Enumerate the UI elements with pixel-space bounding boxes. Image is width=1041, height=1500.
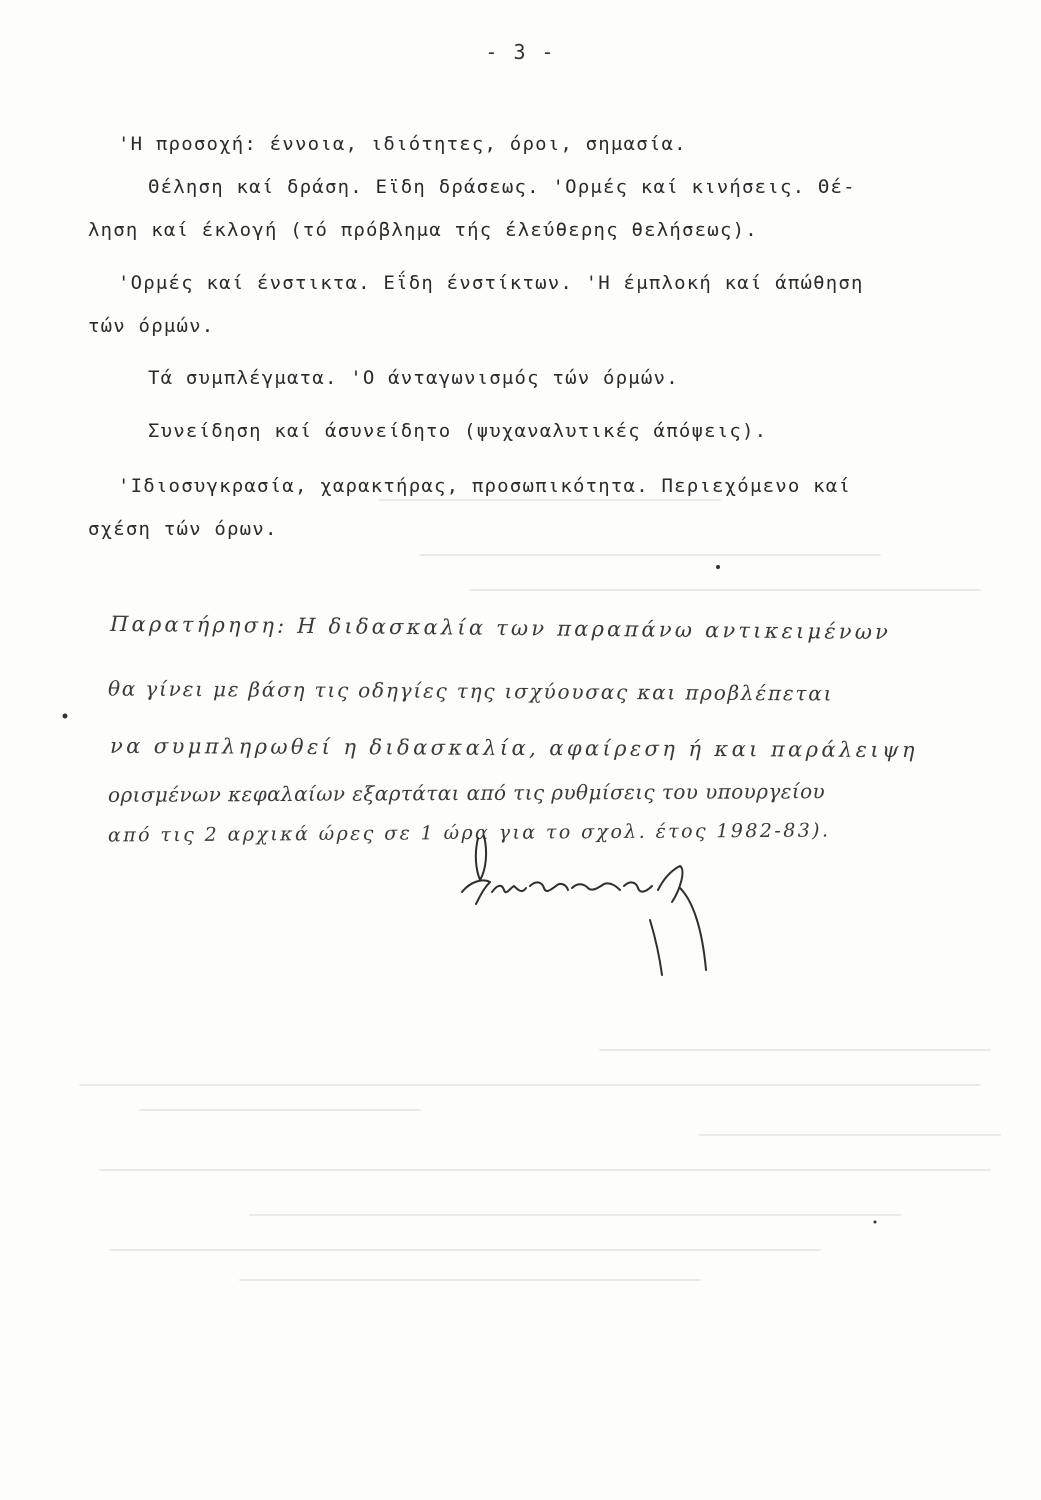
handwritten-note-line: Παρατήρηση: Η διδασκαλία των παραπάνω αντικειμένων — [109, 611, 892, 645]
syllabus-line: τών όρμών. — [88, 315, 215, 337]
syllabus-line: 'Η προσοχή: έννοια, ιδιότητες, όροι, σημασία. — [118, 133, 687, 155]
handwritten-note-line: να συμπληρωθεί η διδασκαλία, αφαίρεση ή και παράλειψη — [109, 733, 918, 763]
handwritten-note-line: θα γίνει με βάση τις οδηγίες της ισχύουσας και προβλέπεται — [107, 676, 834, 706]
syllabus-line: 'Ιδιοσυγκρασία, χαρακτήρας, προσωπικότητα. Περιεχόμενο καί — [118, 475, 852, 497]
page-number: - 3 - — [485, 40, 556, 64]
syllabus-line: ληση καί έκλογή (τό πρόβλημα τής έλεύθερης θελήσεως). — [88, 219, 758, 241]
signature-image — [440, 830, 740, 980]
syllabus-line: Τά συμπλέγματα. 'Ο άνταγωνισμός τών όρμών. — [148, 367, 679, 389]
syllabus-line: σχέση τών όρων. — [88, 518, 278, 540]
handwritten-note-line: ορισμένων κεφαλαίων εξαρτάται από τις ρυθμίσεις του υπουργείου — [107, 779, 826, 807]
syllabus-line: Συνείδηση καί άσυνείδητο (ψυχαναλυτικές άπόψεις). — [148, 420, 768, 442]
syllabus-line: Θέληση καί δράση. Εϊδη δράσεως. 'Ορμές καί κινήσεις. Θέ- — [148, 176, 856, 198]
syllabus-line: 'Ορμές καί ένστικτα. Εΐδη ένστίκτων. 'Η έμπλοκή καί άπώθηση — [118, 272, 864, 294]
handwritten-note-line: από τις 2 αρχικά ώρες σε 1 ώρα για το σχολ. έτος 1982-83). — [107, 819, 831, 847]
